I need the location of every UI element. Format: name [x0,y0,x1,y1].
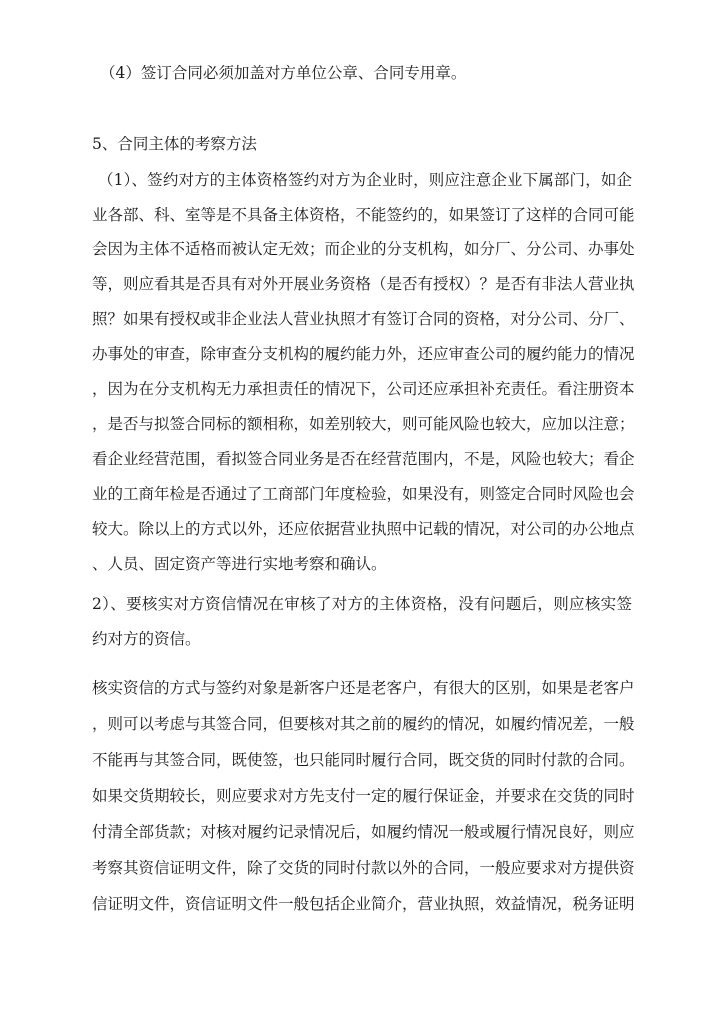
text-line-18: ，则可以考虑与其签合同，但要核对其之前的履约的情况，如履约情况差，一般 [92,715,635,733]
text-line-10: ，是否与拟签合同标的额相称，如差别较大，则可能风险也较大，应加以注意； [92,415,635,433]
text-line-13: 较大。除以上的方式以外，还应依据营业执照中记载的情况，对公司的办公地点 [92,520,635,538]
text-line-21: 付清全部货款；对核对履约记录情况后，如履约情况一般或履行情况良好，则应 [92,823,635,841]
text-line-4: 业各部、科、室等是不具备主体资格，不能签约的，如果签订了这样的合同可能 [92,206,635,224]
text-line-20: 如果交货期较长，则应要求对方先支付一定的履行保证金，并要求在交货的同时 [92,787,635,805]
text-line-9: ，因为在分支机构无力承担责任的情况下，公司还应承担补充责任。看注册资本 [92,380,635,398]
text-line-11: 看企业经营范围，看拟签合同业务是否在经营范围内，不是，风险也较大；看企 [92,450,635,468]
text-line-5: 会因为主体不适格而被认定无效；而企业的分支机构，如分厂、分公司、办事处 [92,240,635,258]
text-line-6: 等，则应看其是否具有对外开展业务资格（是否有授权）？是否有非法人营业执 [92,275,635,293]
text-line-14: 、人员、固定资产等进行实地考察和确认。 [92,555,387,573]
text-line-1: （4）签订合同必须加盖对方单位公章、合同专用章。 [100,64,467,82]
text-line-19: 不能再与其签合同，既使签，也只能同时履行合同，既交货的同时付款的合同。 [92,751,635,769]
text-line-23: 信证明文件，资信证明文件一般包括企业简介，营业执照，效益情况，税务证明 [92,895,635,913]
text-line-3: （1）、签约对方的主体资格签约对方为企业时，则应注意企业下属部门，如企 [98,171,632,189]
text-line-17: 核实资信的方式与签约对象是新客户还是老客户，有很大的区别，如果是老客户 [92,679,635,697]
text-line-22: 考察其资信证明文件，除了交货的同时付款以外的合同，一般应要求对方提供资 [92,859,635,877]
section-heading: 5、合同主体的考察方法 [92,135,257,153]
text-line-7: 照？如果有授权或非企业法人营业执照才有签订合同的资格，对分公司、分厂、 [92,310,635,328]
text-line-15: 2）、要核实对方资信情况在审核了对方的主体资格，没有问题后，则应核实签 [92,595,632,613]
text-line-8: 办事处的审查，除审查分支机构的履约能力外，还应审查公司的履约能力的情况 [92,345,635,363]
text-line-16: 约对方的资信。 [92,630,201,648]
text-line-12: 业的工商年检是否通过了工商部门年度检验，如果没有，则签定合同时风险也会 [92,485,635,503]
